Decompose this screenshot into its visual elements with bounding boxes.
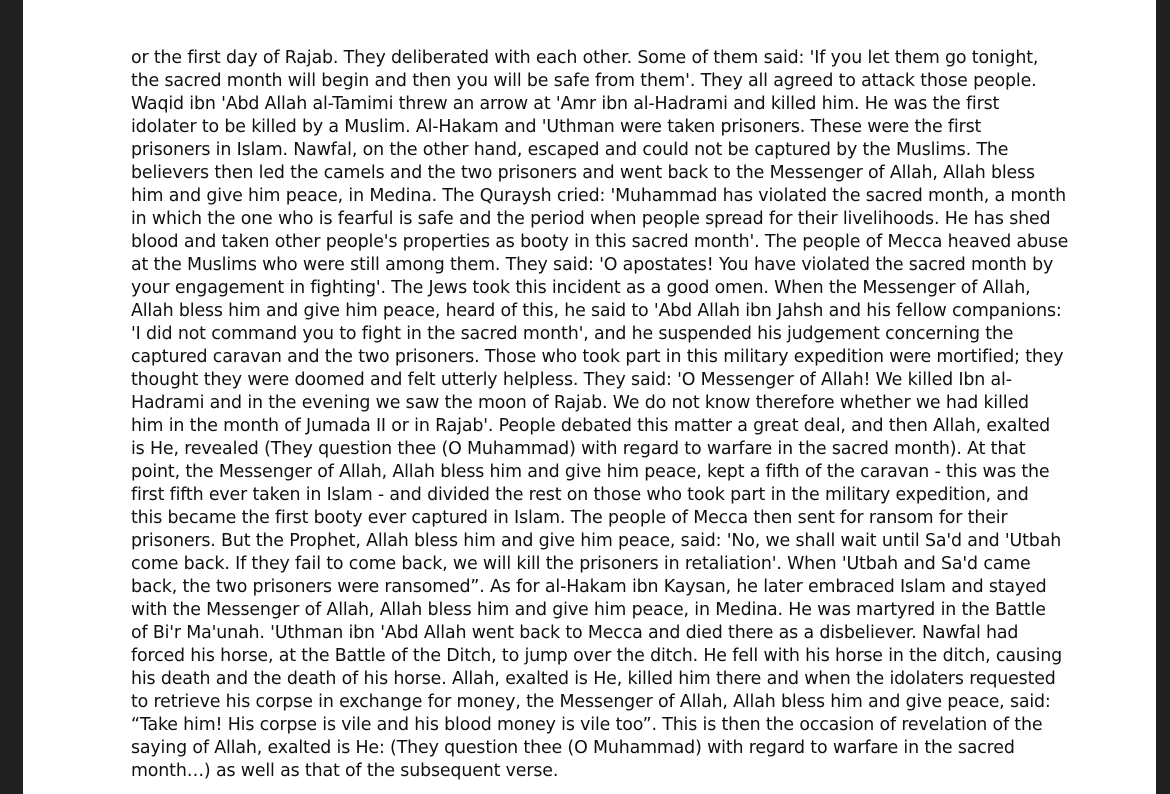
text-line: or the first day of Rajab. They deliberated with each other. Some of them said: 'If you let them go tonight, bbox=[131, 48, 1039, 68]
text-line: to retrieve his corpse in exchange for money, the Messenger of Allah, Allah bless him and give peace, said: bbox=[131, 692, 1051, 712]
text-line: 'I did not command you to fight in the sacred month', and he suspended his judgement concerning the bbox=[131, 324, 1014, 344]
text-line: first fifth ever taken in Islam - and divided the rest on those who took part in the military expedition, and bbox=[131, 485, 1029, 505]
text-line: your engagement in fighting'. The Jews took this incident as a good omen. When the Messenger of Allah, bbox=[131, 278, 1031, 298]
text-line: forced his horse, at the Battle of the Ditch, to jump over the ditch. He fell with his horse in the ditch, causing bbox=[131, 646, 1063, 666]
text-line: Hadrami and in the evening we saw the moon of Rajab. We do not know therefore whether we had killed bbox=[131, 393, 1029, 413]
text-line: him and give him peace, in Medina. The Quraysh cried: 'Muhammad has violated the sacred month, a month bbox=[131, 186, 1067, 206]
text-line: blood and taken other people's properties as booty in this sacred month'. The people of Mecca heaved abuse bbox=[131, 232, 1069, 252]
document-page bbox=[23, 0, 1156, 794]
text-line: this became the first booty ever captured in Islam. The people of Mecca then sent for ransom for their bbox=[131, 508, 1008, 528]
text-line: the sacred month will begin and then you will be safe from them'. They all agreed to attack those people. bbox=[131, 71, 1037, 91]
text-line: prisoners in Islam. Nawfal, on the other hand, escaped and could not be captured by the Muslims. The bbox=[131, 140, 1009, 160]
text-line: prisoners. But the Prophet, Allah bless him and give him peace, said: 'No, we shall wait until Sa'd and 'Utbah bbox=[131, 531, 1062, 551]
text-line: idolater to be killed by a Muslim. Al-Hakam and 'Uthman were taken prisoners. These were the first bbox=[131, 117, 982, 137]
text-line: thought they were doomed and felt utterly helpless. They said: 'O Messenger of Allah! We killed Ibn al- bbox=[131, 370, 1012, 390]
text-line: month…) as well as that of the subsequent verse. bbox=[131, 761, 559, 781]
text-line: of Bi'r Ma'unah. 'Uthman ibn 'Abd Allah went back to Mecca and died there as a disbeliever. Nawfal had bbox=[131, 623, 1019, 643]
text-line: is He, revealed (They question thee (O Muhammad) with regard to warfare in the sacred month). At that bbox=[131, 439, 1026, 459]
text-line: at the Muslims who were still among them. They said: 'O apostates! You have violated the sacred month by bbox=[131, 255, 1054, 275]
text-line: believers then led the camels and the two prisoners and went back to the Messenger of Allah, Allah bless bbox=[131, 163, 1035, 183]
text-line: back, the two prisoners were ransomed”. As for al-Hakam ibn Kaysan, he later embraced Islam and stayed bbox=[131, 577, 1047, 597]
text-line: Allah bless him and give him peace, heard of this, he said to 'Abd Allah ibn Jahsh and his fellow companions: bbox=[131, 301, 1062, 321]
body-paragraph bbox=[131, 47, 1141, 783]
text-line: with the Messenger of Allah, Allah bless him and give him peace, in Medina. He was martyred in the Battle bbox=[131, 600, 1046, 620]
text-line: his death and the death of his horse. Allah, exalted is He, killed him there and when the idolaters requested bbox=[131, 669, 1056, 689]
text-line: saying of Allah, exalted is He: (They question thee (O Muhammad) with regard to warfare in the sacred bbox=[131, 738, 1015, 758]
text-line: “Take him! His corpse is vile and his blood money is vile too”. This is then the occasion of revelation of the bbox=[131, 715, 1043, 735]
text-line: come back. If they fail to come back, we will kill the prisoners in retaliation'. When 'Utbah and Sa'd came bbox=[131, 554, 1031, 574]
text-line: captured caravan and the two prisoners. Those who took part in this military expedition were mortified; they bbox=[131, 347, 1064, 367]
text-line: him in the month of Jumada II or in Rajab'. People debated this matter a great deal, and then Allah, exalted bbox=[131, 416, 1051, 436]
text-line: in which the one who is fearful is safe and the period when people spread for their livelihoods. He has shed bbox=[131, 209, 1051, 229]
text-line: Waqid ibn 'Abd Allah al-Tamimi threw an arrow at 'Amr ibn al-Hadrami and killed him. He was the first bbox=[131, 94, 1000, 114]
text-line: point, the Messenger of Allah, Allah bless him and give him peace, kept a fifth of the caravan - this was the bbox=[131, 462, 1050, 482]
